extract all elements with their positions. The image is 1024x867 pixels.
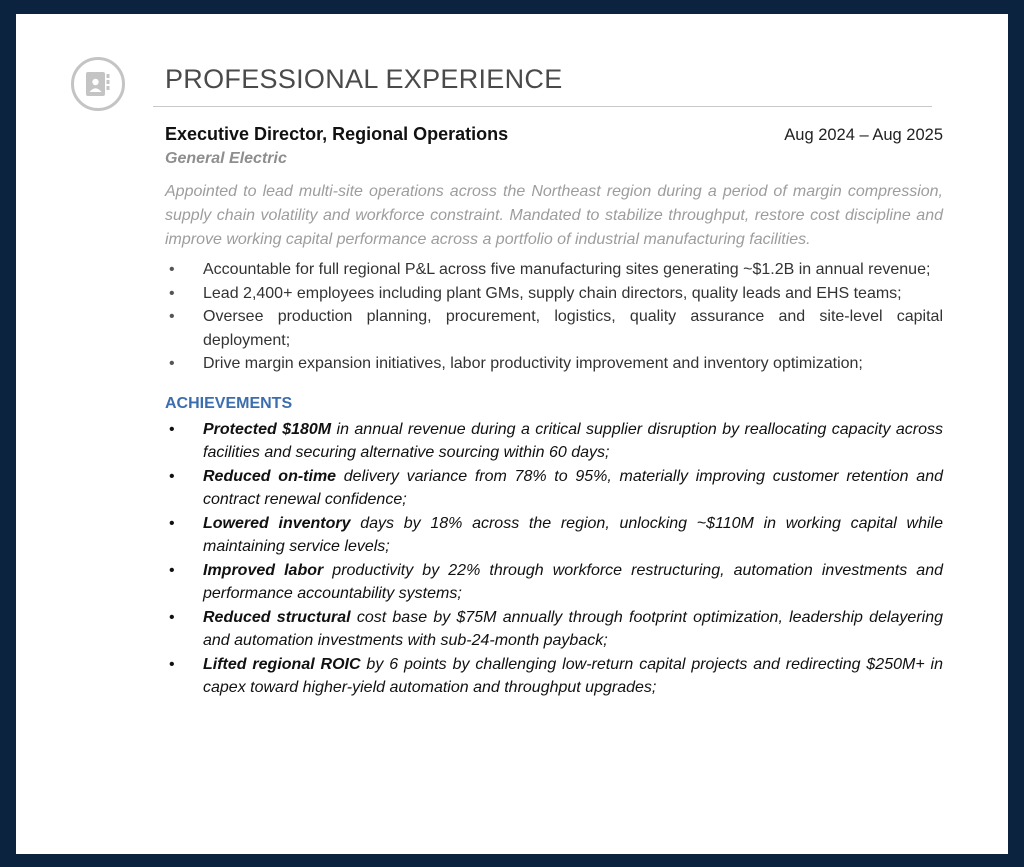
- achievement-item: [165, 653, 943, 700]
- company-name: General Electric: [165, 150, 287, 167]
- achievement-text: cost base by $75M annually through footprint optimization, leadership delayering and automation investments with sub-24-month payback;: [203, 608, 944, 649]
- achievement-text: by 6 points by challenging low-return capital projects and redirecting $250M+ in capex toward higher-yield automation and throughput upgrades;: [203, 655, 943, 696]
- portfolio-icon: [71, 57, 125, 111]
- achievement-lead: Reduced on-time: [203, 467, 337, 485]
- achievement-item: [165, 465, 943, 512]
- achievement-lead: Reduced structural: [203, 608, 351, 626]
- achievements-list: [165, 418, 943, 700]
- section-divider: [153, 106, 932, 107]
- achievement-item: [165, 418, 943, 465]
- list-item: • Accountable for full regional P&L across five manufacturing sites generating ~$1.2B in annual revenue;: [165, 258, 943, 282]
- role-summary: Appointed to lead multi-site operations across the Northeast region during a period of margin compression, supply chain volatility and workforce constraint. Mandated to stabilize throughput, restore cost discipline and improve working capital performance across a portfolio of industrial manufacturing facilities.: [165, 183, 943, 248]
- achievement-lead: Lifted regional ROIC: [203, 655, 361, 673]
- achievement-text: days by 18% across the region, unlocking ~$110M in working capital while maintaining service levels;: [203, 514, 944, 555]
- achievement-text: productivity by 22% through workforce restructuring, automation investments and performance accountability systems;: [203, 561, 944, 602]
- responsibilities-list: [165, 258, 943, 376]
- achievement-item: [165, 512, 943, 559]
- job-title: Executive Director, Regional Operations: [165, 124, 509, 144]
- job-dates: Aug 2024 – Aug 2025: [784, 126, 943, 144]
- resume-page: [16, 14, 1008, 854]
- experience-entry: [165, 124, 943, 700]
- achievement-text: in annual revenue during a critical supplier disruption by reallocating capacity across facilities and securing alternative sourcing within 60 days;: [203, 420, 944, 461]
- achievement-item: [165, 559, 943, 606]
- achievement-lead: Lowered inventory: [203, 514, 351, 532]
- list-item: • Drive margin expansion initiatives, labor productivity improvement and inventory optimization;: [165, 352, 943, 376]
- achievement-lead: Protected $180M: [203, 420, 332, 438]
- job-header: [165, 124, 943, 145]
- achievements-heading: ACHIEVEMENTS: [165, 394, 293, 412]
- list-item: • Oversee production planning, procurement, logistics, quality assurance and site-level capital deployment;: [165, 305, 943, 352]
- list-item: • Lead 2,400+ employees including plant GMs, supply chain directors, quality leads and EHS teams;: [165, 282, 943, 306]
- achievement-item: [165, 606, 943, 653]
- section-title: PROFESSIONAL EXPERIENCE: [165, 64, 563, 94]
- achievement-text: delivery variance from 78% to 95%, materially improving customer retention and contract renewal confidence;: [203, 467, 943, 508]
- achievement-lead: Improved labor: [203, 561, 324, 579]
